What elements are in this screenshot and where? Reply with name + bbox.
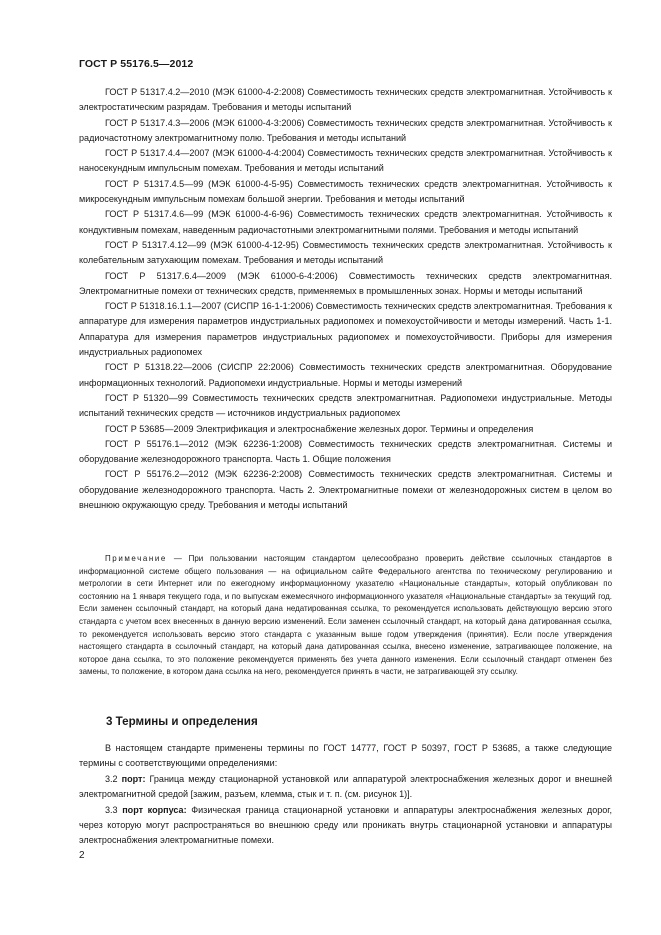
reference-item: ГОСТ Р 51320—99 Совместимость технических средств электромагнитная. Радиопомехи индустриальные. Методы испытаний технических средств — источников индустриальных радиопомех [79, 392, 612, 419]
reference-item: ГОСТ Р 55176.1—2012 (МЭК 62236-1:2008) Совместимость технических средств электромагнитная. Системы и оборудование железнодорожного транспорта. Часть 1. Общие положения [79, 438, 612, 465]
definition-text: Граница между стационарной установкой или аппаратурой электроснабжения железных дорог и внешней электромагнитной средой [зажим, разъем, клемма, стык и т. п. (см. рисунок 1)]. [79, 774, 612, 800]
reference-item: ГОСТ Р 51317.4.2—2010 (МЭК 61000-4-2:2008) Совместимость технических средств электромагнитная. Устойчивость к электростатическим разрядам. Требования и методы испытаний [79, 87, 612, 113]
page-number: 2 [79, 850, 85, 861]
definition-number: 3.2 [105, 774, 118, 784]
reference-item: ГОСТ Р 55176.2—2012 (МЭК 62236-2:2008) Совместимость технических средств электромагнитная. Системы и оборудование железнодорожного транспорта. Часть 2. Электромагнитные помехи от железнодорожных систем в целом во внешнюю окружающую среду. Требования и методы испытаний [79, 469, 612, 511]
section-intro [79, 741, 612, 772]
reference-item: ГОСТ Р 51317.4.12—99 (МЭК 61000-4-12-95) Совместимость технических средств электромагнитная. Устойчивость к колебательным затухающим помехам. Требования и методы испытаний [79, 239, 612, 266]
definition-item [79, 803, 612, 849]
normative-references-list [79, 85, 612, 513]
reference-item: ГОСТ Р 51318.16.1.1—2007 (СИСПР 16-1-1:2006) Совместимость технических средств электромагнитная. Требования к аппаратуре для измерения параметров индустриальных радиопомех и помехоустойчивости и методы измерений. Часть 1-1. Аппаратура для измерения параметров индустриальных радиопомех и помехоустойчивости. Приборы для измерения индустриальных радиопомех [79, 301, 612, 358]
note-paragraph [79, 553, 612, 679]
reference-item: ГОСТ Р 51317.4.6—99 (МЭК 61000-4-6-96) Совместимость технических средств электромагнитная. Устойчивость к кондуктивным помехам, наведенным радиочастотными электромагнитными полями. Требования и методы испытаний [79, 209, 612, 235]
section-title: 3 Термины и определения [106, 715, 258, 728]
reference-item: ГОСТ Р 51317.4.4—2007 (МЭК 61000-4-4:2004) Совместимость технических средств электромагнитная. Устойчивость к наносекундным импульсным помехам. Требования и методы испытаний [79, 148, 612, 174]
definitions-list [79, 772, 612, 848]
definition-text: Физическая граница стационарной установки и аппаратуры электроснабжения железных дорог, через которую могут распространяться во внешнюю среду или проникать внутрь стационарной установки и аппаратуры электроснабжения электромагнитные помехи. [79, 804, 613, 846]
definition-term: порт: [121, 774, 146, 784]
intro-paragraph: В настоящем стандарте применены термины по ГОСТ 14777, ГОСТ Р 50397, ГОСТ Р 53685, а также следующие термины с соответствующими определениями: [79, 743, 612, 769]
note-label: Примечание [105, 554, 167, 563]
note-text: — При пользовании настоящим стандартом целесообразно проверить действие ссылочных стандартов в информационной системе общего пользования — на официальном сайте Федерального агентства по техническому регулированию и метрологии в сети Интернет или по ежегодному информационному указателю «Национальные стандарты», который опубликован по состоянию на 1 января текущего года, и по выпускам ежемесячного информационного указателя «Национальные стандарты» за текущий год. Если заменен ссылочный стандарт, на который дана недатированная ссылка, то рекомендуется использовать действующую версию этого стандарта с учетом всех внесенных в данную версию изменений. Если заменен ссылочный стандарт, на который дана датированная ссылка, то рекомендуется использовать версию этого стандарта с указанным выше годом утверждения (принятия). Если после утверждения настоящего стандарта в ссылочный стандарт, на который дана датированная ссылка, внесено изменение, затрагивающее положение, на которое дана ссылка, то это положение рекомендуется применять без учета данного изменения. Если ссылочный стандарт отменен без замены, то положение, в котором дана ссылка на него, рекомендуется принять в части, не затрагивающей эту ссылку. [79, 554, 612, 677]
reference-item: ГОСТ Р 51318.22—2006 (СИСПР 22:2006) Совместимость технических средств электромагнитная. Оборудование информационных технологий. Радиопомехи индустриальные. Нормы и методы измерений [79, 362, 612, 388]
definition-term: порт корпуса: [122, 804, 187, 815]
definition-number: 3.3 [105, 804, 118, 815]
reference-item: ГОСТ Р 51317.6.4—2009 (МЭК 61000-6-4:2006) Совместимость технических средств электромагнитная. Электромагнитные помехи от технических средств, применяемых в промышленных зонах. Нормы и методы испытаний [79, 270, 612, 296]
reference-item: ГОСТ Р 53685—2009 Электрификация и электроснабжение железных дорог. Термины и определения [105, 423, 534, 434]
reference-item: ГОСТ Р 51317.4.3—2006 (МЭК 61000-4-3:2006) Совместимость технических средств электромагнитная. Устойчивость к радиочастотному электромагнитному полю. Требования и методы испытаний [79, 117, 612, 143]
reference-item: ГОСТ Р 51317.4.5—99 (МЭК 61000-4-5-95) Совместимость технических средств электромагнитная. Устойчивость к микросекундным импульсным помехам большой энергии. Требования и методы испытаний [79, 178, 612, 205]
definition-item [79, 772, 612, 803]
note-block [79, 553, 612, 679]
document-header: ГОСТ Р 55176.5—2012 [79, 58, 194, 70]
